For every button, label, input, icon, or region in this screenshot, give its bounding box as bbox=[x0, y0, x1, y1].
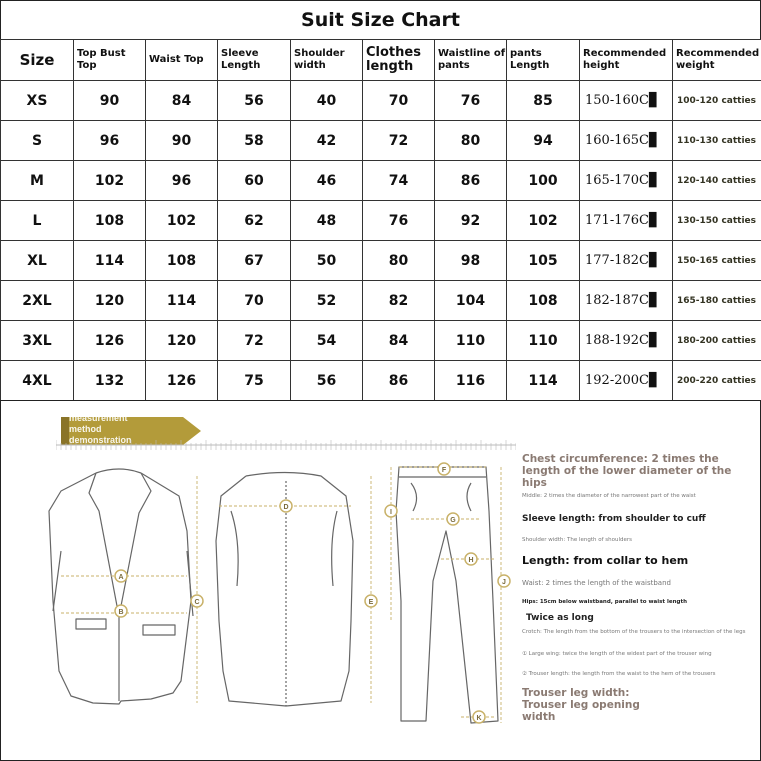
cell-pants-length: 114 bbox=[507, 361, 580, 401]
cell-size: XS bbox=[1, 81, 74, 121]
desc-sleeve: Sleeve length: from shoulder to cuff bbox=[522, 514, 706, 524]
jacket-pocket-right bbox=[143, 625, 175, 635]
cell-weight: 180-200 catties bbox=[673, 321, 761, 361]
banner-line-3: demonstration bbox=[69, 435, 132, 445]
chart-title: Suit Size Chart bbox=[0, 0, 761, 40]
header-pants-waist: Waistline of pants bbox=[435, 40, 507, 81]
svg-text:D: D bbox=[283, 504, 289, 511]
cell-bust: 96 bbox=[74, 121, 146, 161]
banner-line-1: measurement bbox=[69, 413, 128, 423]
cell-weight: 120-140 catties bbox=[673, 161, 761, 201]
desc-hips: Hips: 15cm below waistband, parallel to waist length bbox=[522, 599, 687, 605]
cell-size: XL bbox=[1, 241, 74, 281]
table-row bbox=[1, 121, 761, 161]
table-header-row bbox=[1, 40, 761, 81]
cell-bust: 132 bbox=[74, 361, 146, 401]
cell-height: 192-200C▊ bbox=[580, 361, 673, 401]
cell-sleeve: 60 bbox=[218, 161, 291, 201]
cell-pants-length: 100 bbox=[507, 161, 580, 201]
header-bust: Top Bust Top bbox=[74, 40, 146, 81]
desc-twice: Twice as long bbox=[526, 613, 594, 623]
table-row bbox=[1, 161, 761, 201]
cell-length: 84 bbox=[363, 321, 435, 361]
cell-waist: 126 bbox=[146, 361, 218, 401]
cell-sleeve: 58 bbox=[218, 121, 291, 161]
jacket-lapel-right bbox=[121, 473, 151, 606]
garment-figures bbox=[1, 401, 521, 761]
svg-text:F: F bbox=[441, 467, 447, 474]
marker-c bbox=[191, 595, 203, 607]
cell-pants-length: 85 bbox=[507, 81, 580, 121]
desc-chest: Chest circumference: 2 times the length of the lower diameter of the hips bbox=[522, 453, 732, 489]
cell-weight: 200-220 catties bbox=[673, 361, 761, 401]
cell-size: S bbox=[1, 121, 74, 161]
desc-middle: Middle: 2 times the diameter of the narrowest part of the waist bbox=[522, 493, 696, 499]
cell-pants-length: 108 bbox=[507, 281, 580, 321]
cell-shoulder: 52 bbox=[291, 281, 363, 321]
cell-pants-waist: 110 bbox=[435, 321, 507, 361]
jacket-front-outline bbox=[49, 473, 191, 704]
cell-shoulder: 48 bbox=[291, 201, 363, 241]
desc-large-wing: ① Large wing: twice the length of the widest part of the trouser wing bbox=[522, 651, 712, 657]
cell-length: 72 bbox=[363, 121, 435, 161]
cell-length: 82 bbox=[363, 281, 435, 321]
cell-weight: 150-165 catties bbox=[673, 241, 761, 281]
cell-bust: 90 bbox=[74, 81, 146, 121]
table-row bbox=[1, 81, 761, 121]
cell-length: 80 bbox=[363, 241, 435, 281]
marker-i bbox=[385, 505, 397, 517]
svg-text:B: B bbox=[118, 609, 124, 616]
cell-height: 188-192C▊ bbox=[580, 321, 673, 361]
header-length: Clothes length bbox=[363, 40, 435, 81]
header-sleeve: Sleeve Length bbox=[218, 40, 291, 81]
header-height: Recommended height bbox=[580, 40, 673, 81]
cell-bust: 120 bbox=[74, 281, 146, 321]
header-weight: Recommended weight bbox=[673, 40, 761, 81]
cell-weight: 110-130 catties bbox=[673, 121, 761, 161]
cell-waist: 108 bbox=[146, 241, 218, 281]
header-waist: Waist Top bbox=[146, 40, 218, 81]
cell-pants-waist: 116 bbox=[435, 361, 507, 401]
cell-shoulder: 40 bbox=[291, 81, 363, 121]
cell-bust: 114 bbox=[74, 241, 146, 281]
cell-sleeve: 67 bbox=[218, 241, 291, 281]
cell-length: 76 bbox=[363, 201, 435, 241]
cell-weight: 100-120 catties bbox=[673, 81, 761, 121]
cell-waist: 102 bbox=[146, 201, 218, 241]
cell-waist: 114 bbox=[146, 281, 218, 321]
cell-waist: 90 bbox=[146, 121, 218, 161]
jacket-collar bbox=[96, 469, 141, 473]
table-row bbox=[1, 361, 761, 401]
cell-pants-length: 94 bbox=[507, 121, 580, 161]
cell-pants-waist: 86 bbox=[435, 161, 507, 201]
cell-size: 3XL bbox=[1, 321, 74, 361]
cell-sleeve: 70 bbox=[218, 281, 291, 321]
size-table bbox=[0, 39, 761, 401]
table-row bbox=[1, 281, 761, 321]
trousers-outline bbox=[396, 467, 498, 723]
cell-height: 150-160C▊ bbox=[580, 81, 673, 121]
cell-waist: 84 bbox=[146, 81, 218, 121]
cell-pants-length: 110 bbox=[507, 321, 580, 361]
cell-pants-length: 102 bbox=[507, 201, 580, 241]
header-size: Size bbox=[1, 40, 74, 81]
marker-h bbox=[465, 553, 477, 565]
cell-shoulder: 50 bbox=[291, 241, 363, 281]
cell-pants-waist: 80 bbox=[435, 121, 507, 161]
measurement-section bbox=[0, 400, 761, 761]
marker-g bbox=[447, 513, 459, 525]
cell-shoulder: 56 bbox=[291, 361, 363, 401]
svg-text:C: C bbox=[194, 599, 200, 606]
marker-k bbox=[473, 711, 485, 723]
cell-pants-waist: 76 bbox=[435, 81, 507, 121]
jacket-pocket-left bbox=[76, 619, 106, 629]
cell-bust: 102 bbox=[74, 161, 146, 201]
svg-text:E: E bbox=[368, 599, 374, 606]
cell-height: 182-187C▊ bbox=[580, 281, 673, 321]
header-shoulder: Shoulder width bbox=[291, 40, 363, 81]
marker-b bbox=[115, 605, 127, 617]
marker-e bbox=[365, 595, 377, 607]
cell-sleeve: 62 bbox=[218, 201, 291, 241]
svg-text:K: K bbox=[476, 715, 482, 722]
desc-leg-width: Trouser leg width: Trouser leg opening width bbox=[522, 687, 640, 723]
cell-size: L bbox=[1, 201, 74, 241]
svg-text:G: G bbox=[450, 517, 456, 524]
table-row bbox=[1, 201, 761, 241]
cell-height: 160-165C▊ bbox=[580, 121, 673, 161]
marker-a bbox=[115, 570, 127, 582]
cell-shoulder: 54 bbox=[291, 321, 363, 361]
cell-height: 171-176C▊ bbox=[580, 201, 673, 241]
svg-text:A: A bbox=[118, 574, 124, 581]
cell-waist: 96 bbox=[146, 161, 218, 201]
desc-waist: Waist: 2 times the length of the waistband bbox=[522, 579, 671, 587]
desc-crotch: Crotch: The length from the bottom of the trousers to the intersection of the legs bbox=[522, 629, 746, 635]
cell-weight: 165-180 catties bbox=[673, 281, 761, 321]
cell-sleeve: 75 bbox=[218, 361, 291, 401]
svg-text:H: H bbox=[468, 557, 474, 564]
table-row bbox=[1, 241, 761, 281]
cell-size: 4XL bbox=[1, 361, 74, 401]
cell-length: 74 bbox=[363, 161, 435, 201]
cell-size: 2XL bbox=[1, 281, 74, 321]
cell-sleeve: 72 bbox=[218, 321, 291, 361]
cell-waist: 120 bbox=[146, 321, 218, 361]
table-row bbox=[1, 321, 761, 361]
cell-size: M bbox=[1, 161, 74, 201]
cell-bust: 126 bbox=[74, 321, 146, 361]
cell-pants-waist: 104 bbox=[435, 281, 507, 321]
desc-length: Length: from collar to hem bbox=[522, 554, 689, 567]
marker-f bbox=[438, 463, 450, 475]
cell-sleeve: 56 bbox=[218, 81, 291, 121]
cell-shoulder: 46 bbox=[291, 161, 363, 201]
jacket-lapel-left bbox=[89, 473, 117, 606]
desc-trouser-length: ② Trouser length: the length from the waist to the hem of the trousers bbox=[522, 671, 716, 677]
header-pants-length: pants Length bbox=[507, 40, 580, 81]
desc-shoulder: Shoulder width: The length of shoulders bbox=[522, 537, 633, 543]
size-rows bbox=[1, 81, 761, 401]
svg-text:I: I bbox=[390, 509, 392, 516]
cell-pants-waist: 92 bbox=[435, 201, 507, 241]
cell-height: 177-182C▊ bbox=[580, 241, 673, 281]
cell-length: 86 bbox=[363, 361, 435, 401]
cell-pants-length: 105 bbox=[507, 241, 580, 281]
marker-j bbox=[498, 575, 510, 587]
cell-weight: 130-150 catties bbox=[673, 201, 761, 241]
banner-line-2: method bbox=[69, 424, 102, 434]
svg-text:J: J bbox=[502, 579, 506, 586]
cell-shoulder: 42 bbox=[291, 121, 363, 161]
cell-pants-waist: 98 bbox=[435, 241, 507, 281]
cell-bust: 108 bbox=[74, 201, 146, 241]
cell-length: 70 bbox=[363, 81, 435, 121]
cell-height: 165-170C▊ bbox=[580, 161, 673, 201]
marker-d bbox=[280, 500, 292, 512]
